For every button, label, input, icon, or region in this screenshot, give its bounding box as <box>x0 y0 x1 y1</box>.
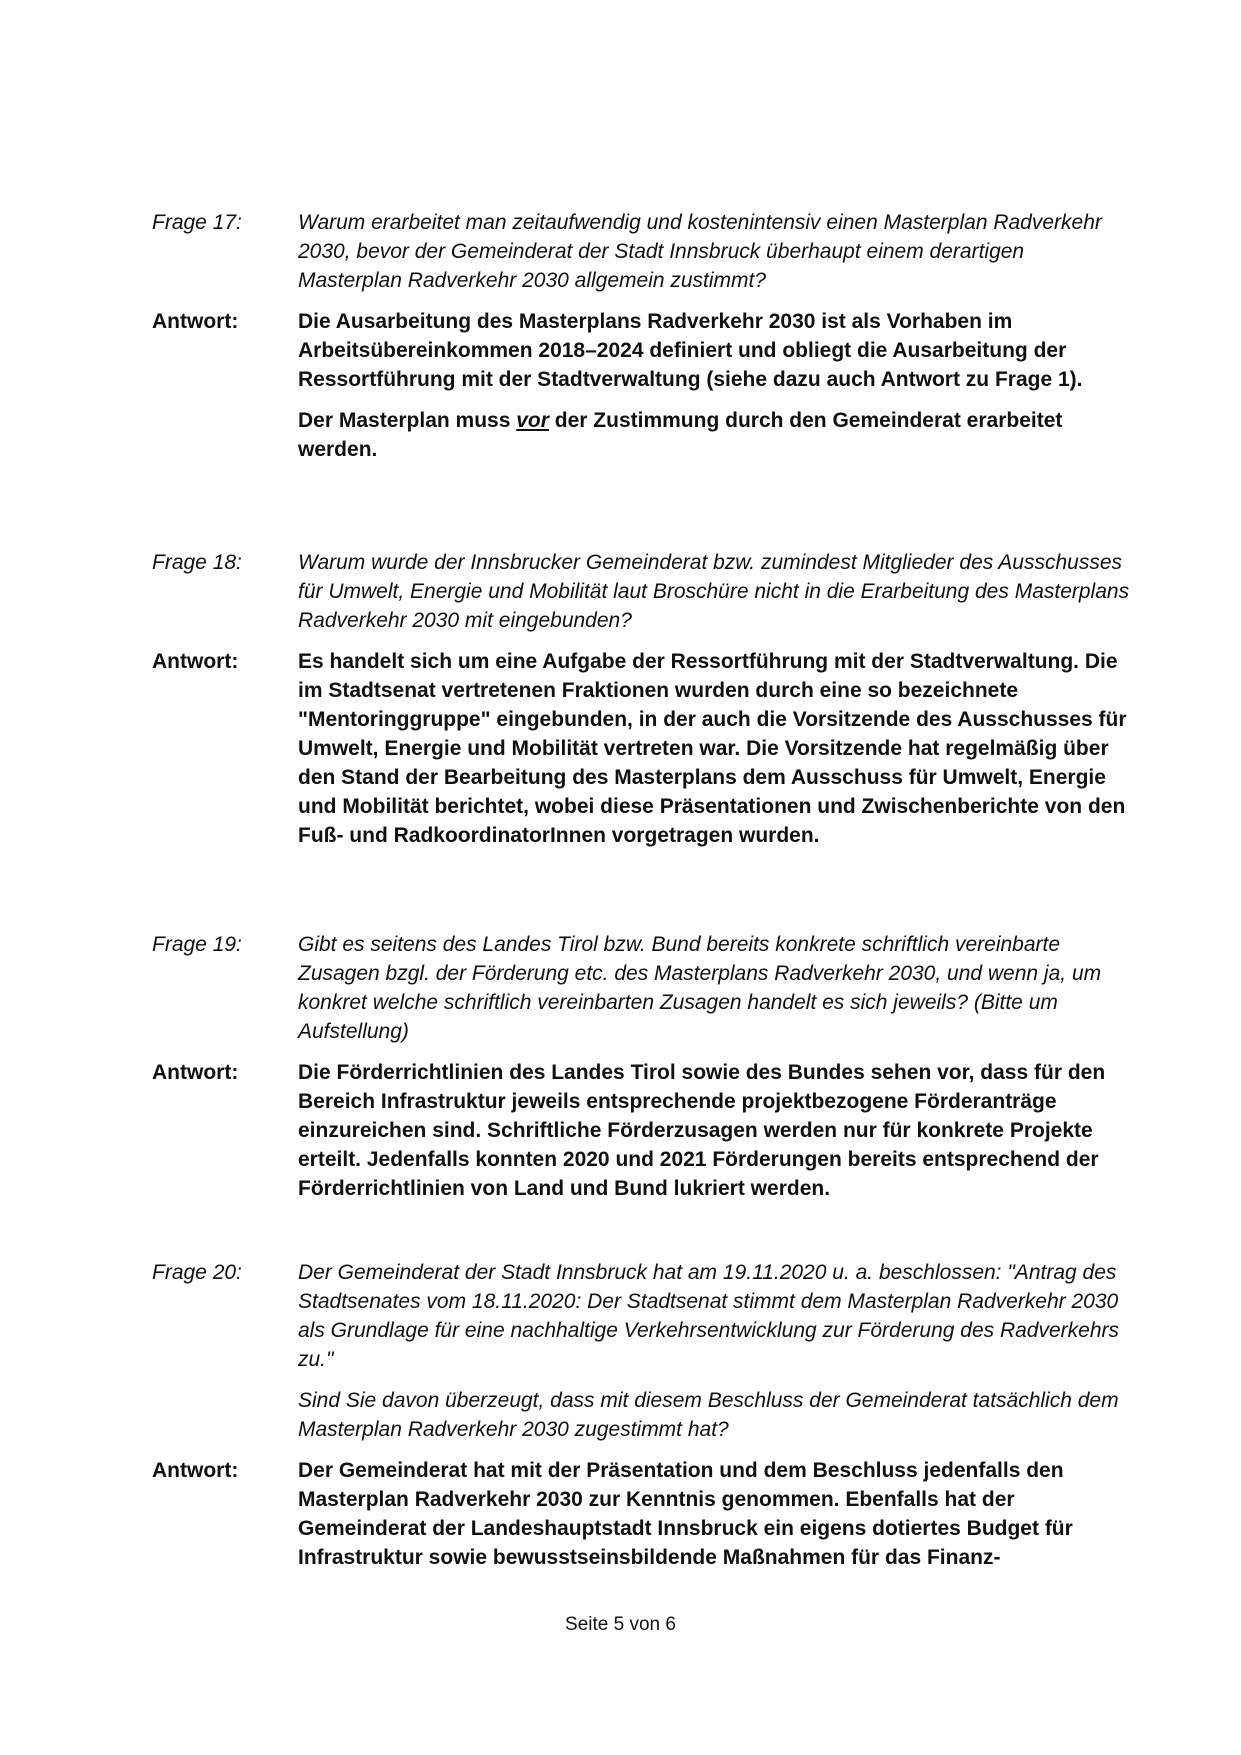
answer-paragraph: Es handelt sich um eine Aufgabe der Ressortführung mit der Stadtverwaltung. Die im Stadtsenat vertretenen Fraktionen wurden durch eine so bezeichnete "Mentoringgruppe" eingebunden, in der auch die Vorsitzende des Ausschusses für Umwelt, Energie und Mobilität vertreten war. Die Vorsitzende hat regelmäßig über den Stand der Bearbeitung des Masterplans dem Ausschuss für Umwelt, Energie und Mobilität berichtet, wobei diese Präsentationen und Zwischenberichte von den Fuß- und RadkoordinatorInnen vorgetragen wurden. <box>298 650 1127 847</box>
answer-text <box>298 1058 1132 1203</box>
question-label: Frage 20: <box>152 1261 242 1284</box>
question-label: Frage 17: <box>152 211 242 234</box>
answer-paragraph: Der Gemeinderat hat mit der Präsentation und dem Beschluss jedenfalls den Masterplan Radverkehr 2030 zur Kenntnis genommen. Ebenfalls hat der Gemeinderat der Landeshauptstadt Innsbruck ein eigens dotiertes Budget für Infrastruktur sowie bewusstseinsbildende Maßnahmen für das Finanz- <box>298 1459 1073 1569</box>
qa-block-17 <box>152 208 1132 464</box>
qa-block-18 <box>152 548 1132 850</box>
answer-text <box>298 307 1132 464</box>
answer-text <box>298 647 1132 850</box>
question-paragraph: Sind Sie davon überzeugt, dass mit diesem Beschluss der Gemeinderat tatsächlich dem Masterplan Radverkehr 2030 zugestimmt hat? <box>298 1389 1119 1441</box>
question-paragraph: Der Gemeinderat der Stadt Innsbruck hat am 19.11.2020 u. a. beschlossen: "Antrag des Stadtsenates vom 18.11.2020: Der Stadtsenat stimmt dem Masterplan Radverkehr 2030 als Grundlage für eine nachhaltige Verkehrsentwicklung zur Förderung des Radverkehrs zu." <box>298 1261 1119 1371</box>
answer-label: Antwort: <box>152 310 239 333</box>
question-text <box>298 1258 1132 1444</box>
emphasis-text: vor <box>516 409 549 432</box>
question-text <box>298 208 1132 295</box>
answer-text <box>298 1456 1132 1572</box>
qa-block-19 <box>152 930 1132 1203</box>
answer-row <box>152 1058 1132 1203</box>
answer-label: Antwort: <box>152 650 239 673</box>
answer-row <box>152 647 1132 850</box>
answer-text-segment: der Zustimmung durch den Gemeinderat erarbeitet werden. <box>298 409 1063 461</box>
qa-block-20 <box>152 1258 1132 1572</box>
answer-paragraph: Die Ausarbeitung des Masterplans Radverkehr 2030 ist als Vorhaben im Arbeitsübereinkommen 2018–2024 definiert und obliegt die Ausarbeitung der Ressortführung mit der Stadtverwaltung (siehe dazu auch Antwort zu Frage 1). <box>298 310 1083 391</box>
answer-text-segment: Der Masterplan muss <box>298 409 517 432</box>
question-row <box>152 548 1132 635</box>
answer-row <box>152 307 1132 464</box>
page-number: Seite 5 von 6 <box>565 1614 676 1635</box>
question-text <box>298 548 1132 635</box>
answer-paragraph: Die Förderrichtlinien des Landes Tirol sowie des Bundes sehen vor, dass für den Bereich Infrastruktur jeweils entsprechende projektbezogene Förderanträge einzureichen sind. Schriftliche Förderzusagen werden nur für konkrete Projekte erteilt. Jedenfalls konnten 2020 und 2021 Förderungen bereits entsprechend der Förderrichtlinien von Land und Bund lukriert werden. <box>298 1061 1106 1200</box>
question-paragraph: Warum wurde der Innsbrucker Gemeinderat bzw. zumindest Mitglieder des Ausschusses für Umwelt, Energie und Mobilität laut Broschüre nicht in die Erarbeitung des Masterplans Radverkehr 2030 mit eingebunden? <box>298 551 1130 632</box>
answer-label: Antwort: <box>152 1061 239 1084</box>
question-label: Frage 19: <box>152 933 242 956</box>
question-row <box>152 1258 1132 1444</box>
question-label: Frage 18: <box>152 551 242 574</box>
answer-row <box>152 1456 1132 1572</box>
answer-paragraph <box>298 406 1132 464</box>
question-paragraph: Gibt es seitens des Landes Tirol bzw. Bund bereits konkrete schriftlich vereinbarte Zusagen bzgl. der Förderung etc. des Masterplans Radverkehr 2030, und wenn ja, um konkret welche schriftlich vereinbarten Zusagen handelt es sich jeweils? (Bitte um Aufstellung) <box>298 933 1102 1043</box>
question-paragraph: Warum erarbeitet man zeitaufwendig und kostenintensiv einen Masterplan Radverkehr 2030, bevor der Gemeinderat der Stadt Innsbruck überhaupt einem derartigen Masterplan Radverkehr 2030 allgemein zustimmt? <box>298 211 1102 292</box>
question-text <box>298 930 1132 1046</box>
answer-label: Antwort: <box>152 1459 239 1482</box>
question-row <box>152 208 1132 295</box>
question-row <box>152 930 1132 1046</box>
